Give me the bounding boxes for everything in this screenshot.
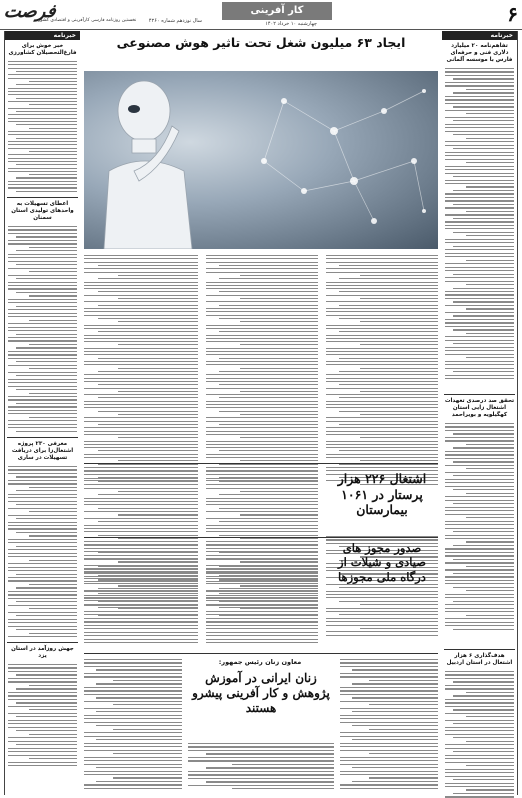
- left-news-body-4: [5, 662, 80, 772]
- left-news-body-2: [5, 224, 80, 434]
- right-news-body-3: [442, 669, 517, 798]
- main-headline: ایجاد ۶۳ میلیون شغل تحت تاثیر هوش مصنوعی: [116, 35, 406, 50]
- right-column-label: خبرنامه: [442, 31, 517, 40]
- women-headline: زنان ایرانی در آموزش پژوهش و کار آفرینی پیشرو هستند: [192, 671, 330, 715]
- newspaper-tagline: نخستین روزنامه فارسی کارآفرینی و اقتصادی کشور: [38, 18, 137, 23]
- section-tab: کار آفرینی: [222, 2, 332, 20]
- main-story-body-1: [326, 255, 438, 485]
- left-news-title-4: جهش روزآمد در استان یزد: [11, 646, 74, 659]
- permits-story-body-2: [84, 541, 198, 653]
- left-divider-2: [7, 437, 78, 438]
- robot-figure: [104, 81, 192, 249]
- left-news-title-3: معرفی ۲۳۰ پروژه اشتغال‌زا برای دریافت تسهیلات در ساری: [11, 441, 74, 461]
- left-news-body-3: [5, 464, 80, 639]
- left-divider-1: [7, 197, 78, 198]
- right-news-title-1: تفاهم‌نامه ۲۰ میلیارد دلاری فنی و حرفه‌ای فارس با موسسه آلمانی: [446, 43, 513, 63]
- newspaper-logo: فرصت: [2, 1, 57, 22]
- main-content: [84, 31, 438, 795]
- right-divider-2: [444, 649, 515, 650]
- left-news-title-2: اعطای تسهیلات به واحدهای تولیدی استان سمنان: [11, 201, 74, 221]
- right-news-body-2: [442, 421, 517, 646]
- page-number: ۶: [507, 2, 518, 26]
- women-story-body-2: [84, 659, 182, 792]
- left-news-column: [4, 31, 80, 795]
- issue-date: چهارشنبه ۱۰ خرداد ۱۴۰۲: [265, 21, 317, 27]
- left-news-body-1: [5, 59, 80, 194]
- right-news-title-3: هدف‌گذاری ۶ هزار اشتغال در استان اردبیل: [446, 653, 513, 666]
- women-story-body-1: [340, 659, 438, 792]
- right-divider-1: [444, 394, 515, 395]
- main-story-body-2: [206, 255, 318, 485]
- permits-headline: صدور مجوز های صیادی و شیلات از درگاه ملی مجوزها: [338, 541, 426, 584]
- issue-number: سال نوزدهم شماره ۴۲۶۰: [148, 18, 202, 24]
- right-news-title-2: تحقق صد درصدی تعهدات اشتغال زایی استان کهگیلویه و بویراحمد: [444, 398, 515, 418]
- left-divider-3: [7, 642, 78, 643]
- women-kicker: معاون زنان رئیس جمهور:: [218, 658, 302, 666]
- ai-network-graphic: [84, 71, 438, 249]
- masthead-bar: [0, 0, 522, 30]
- right-news-body-1: [442, 66, 517, 391]
- right-news-column: [442, 31, 518, 795]
- nurse-headline: اشتغال ۲۲۶ هزار پرستار در ۱۰۶۱ بیمارستان: [337, 471, 427, 518]
- main-story-body-3: [84, 255, 198, 485]
- women-story-body-3: [188, 743, 334, 793]
- left-news-title-1: خبر خوش برای فارغ‌التحصیلان کشاورزی: [8, 43, 77, 56]
- left-column-label: خبرنامه: [5, 31, 80, 40]
- permits-story-body-1: [206, 541, 318, 653]
- robot-hero-image: [84, 71, 438, 249]
